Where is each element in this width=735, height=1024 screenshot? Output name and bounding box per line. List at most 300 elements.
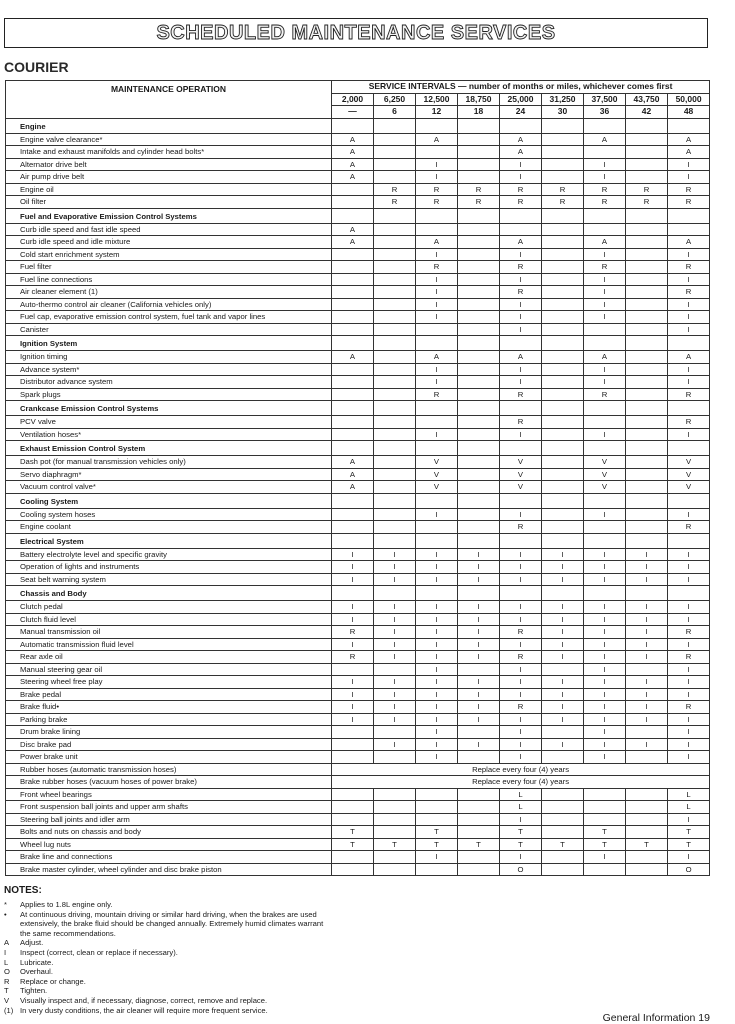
interval-cell: I <box>584 363 626 376</box>
table-row <box>6 801 710 814</box>
interval-cell <box>584 788 626 801</box>
interval-cell <box>626 826 668 839</box>
interval-cell: I <box>500 508 542 521</box>
interval-cell: I <box>332 561 374 574</box>
interval-cell: I <box>500 601 542 614</box>
interval-cell <box>542 851 584 864</box>
interval-cell: V <box>500 468 542 481</box>
interval-cell: I <box>332 638 374 651</box>
empty-cell <box>458 118 500 133</box>
interval-cell: R <box>668 261 710 274</box>
interval-cell <box>416 788 458 801</box>
interval-cell <box>542 298 584 311</box>
operation-cell: Ignition timing <box>6 351 332 364</box>
interval-cell: I <box>500 428 542 441</box>
note-symbol: A <box>4 938 10 948</box>
interval-cell <box>626 363 668 376</box>
table-row <box>6 573 710 586</box>
interval-cell <box>626 248 668 261</box>
operation-cell: Bolts and nuts on chassis and body <box>6 826 332 839</box>
interval-cell: I <box>458 701 500 714</box>
interval-cell: I <box>416 688 458 701</box>
operation-cell: Brake fluid• <box>6 701 332 714</box>
empty-cell <box>374 586 416 601</box>
operation-cell: Fuel filter <box>6 261 332 274</box>
interval-cell: I <box>668 428 710 441</box>
interval-cell <box>332 788 374 801</box>
interval-cell <box>626 223 668 236</box>
interval-cell <box>374 351 416 364</box>
interval-cell: I <box>416 701 458 714</box>
note-item <box>4 958 334 968</box>
operation-cell: Air pump drive belt <box>6 171 332 184</box>
operation-cell: Brake rubber hoses (vacuum hoses of power brake) <box>6 776 332 789</box>
empty-cell <box>500 401 542 416</box>
interval-cell: I <box>542 601 584 614</box>
interval-cell: I <box>500 248 542 261</box>
interval-cell <box>584 416 626 429</box>
empty-cell <box>626 401 668 416</box>
interval-cell <box>542 273 584 286</box>
interval-cell: I <box>668 851 710 864</box>
operation-cell: Operation of lights and instruments <box>6 561 332 574</box>
empty-cell <box>626 533 668 548</box>
interval-cell <box>458 223 500 236</box>
interval-cell <box>626 376 668 389</box>
interval-cell: I <box>374 548 416 561</box>
interval-cell: O <box>668 863 710 876</box>
empty-cell <box>584 441 626 456</box>
interval-cell <box>416 521 458 534</box>
empty-cell <box>332 533 374 548</box>
interval-cell: I <box>458 601 500 614</box>
operation-cell: Ventilation hoses* <box>6 428 332 441</box>
interval-cell: L <box>500 801 542 814</box>
interval-cell: A <box>500 236 542 249</box>
empty-cell <box>416 336 458 351</box>
table-row <box>6 248 710 261</box>
months-cell: 42 <box>626 106 668 119</box>
interval-cell: T <box>416 826 458 839</box>
section-row <box>6 441 710 456</box>
interval-cell: I <box>374 713 416 726</box>
interval-cell: I <box>668 726 710 739</box>
operation-cell: Rear axle oil <box>6 651 332 664</box>
interval-cell <box>332 428 374 441</box>
empty-cell <box>332 208 374 223</box>
note-symbol: • <box>4 909 7 919</box>
interval-cell: T <box>626 838 668 851</box>
interval-cell: I <box>668 298 710 311</box>
note-symbol: O <box>4 967 10 977</box>
empty-cell <box>500 493 542 508</box>
empty-cell <box>416 493 458 508</box>
note-symbol: L <box>4 957 9 967</box>
table-row <box>6 196 710 209</box>
operation-cell: Seat belt warning system <box>6 573 332 586</box>
interval-cell <box>542 261 584 274</box>
note-item <box>4 910 334 939</box>
interval-cell: I <box>500 561 542 574</box>
section-row <box>6 586 710 601</box>
interval-cell: R <box>374 183 416 196</box>
interval-cell: I <box>416 298 458 311</box>
operation-cell: Oil filter <box>6 196 332 209</box>
interval-cell: I <box>584 508 626 521</box>
interval-cell: A <box>668 146 710 159</box>
interval-cell: I <box>626 601 668 614</box>
table-row <box>6 851 710 864</box>
interval-cell: I <box>416 376 458 389</box>
interval-cell <box>626 236 668 249</box>
interval-cell: I <box>542 613 584 626</box>
operation-cell: Distributor advance system <box>6 376 332 389</box>
interval-cell: A <box>332 133 374 146</box>
table-row <box>6 601 710 614</box>
interval-cell: I <box>626 573 668 586</box>
interval-cell: I <box>416 613 458 626</box>
interval-cell <box>458 261 500 274</box>
interval-cell <box>458 826 500 839</box>
interval-cell: I <box>500 663 542 676</box>
interval-cell <box>542 428 584 441</box>
interval-cell <box>668 223 710 236</box>
interval-cell: R <box>500 388 542 401</box>
interval-cell <box>332 298 374 311</box>
section-heading: Cooling System <box>6 493 332 508</box>
empty-cell <box>416 118 458 133</box>
empty-cell <box>332 336 374 351</box>
operation-cell: Brake master cylinder, wheel cylinder and disc brake piston <box>6 863 332 876</box>
interval-cell <box>416 813 458 826</box>
interval-cell: A <box>332 236 374 249</box>
interval-cell: I <box>626 701 668 714</box>
interval-cell: I <box>416 508 458 521</box>
interval-cell: I <box>458 626 500 639</box>
interval-cell <box>374 363 416 376</box>
table-row <box>6 863 710 876</box>
interval-cell: I <box>416 158 458 171</box>
empty-cell <box>542 441 584 456</box>
operation-cell: Front suspension ball joints and upper arm shafts <box>6 801 332 814</box>
note-symbol: I <box>4 947 7 957</box>
interval-cell: I <box>584 311 626 324</box>
interval-cell <box>332 416 374 429</box>
interval-cell: I <box>668 738 710 751</box>
interval-cell: I <box>668 676 710 689</box>
interval-cell: T <box>668 838 710 851</box>
empty-cell <box>668 533 710 548</box>
table-row <box>6 663 710 676</box>
empty-cell <box>458 401 500 416</box>
interval-cell: V <box>668 481 710 494</box>
interval-cell: I <box>416 363 458 376</box>
interval-cell: A <box>584 351 626 364</box>
interval-cell: I <box>416 311 458 324</box>
note-text: Visually inspect and, if necessary, diagnose, correct, remove and replace. <box>20 995 268 1005</box>
interval-cell <box>626 146 668 159</box>
interval-cell <box>584 801 626 814</box>
empty-cell <box>374 401 416 416</box>
operation-cell: Manual steering gear oil <box>6 663 332 676</box>
interval-cell <box>416 323 458 336</box>
interval-cell <box>374 236 416 249</box>
empty-cell <box>458 208 500 223</box>
interval-cell: V <box>416 468 458 481</box>
interval-cell: I <box>584 751 626 764</box>
interval-cell: I <box>332 601 374 614</box>
interval-cell: I <box>458 573 500 586</box>
interval-cell: I <box>668 273 710 286</box>
interval-cell: I <box>500 573 542 586</box>
operation-cell: Air cleaner element (1) <box>6 286 332 299</box>
interval-cell <box>458 146 500 159</box>
interval-cell <box>374 376 416 389</box>
interval-cell: R <box>374 196 416 209</box>
empty-cell <box>668 586 710 601</box>
miles-cell: 31,250 <box>542 93 584 106</box>
miles-cell: 12,500 <box>416 93 458 106</box>
interval-cell: I <box>332 676 374 689</box>
interval-cell: I <box>416 713 458 726</box>
operation-cell: Canister <box>6 323 332 336</box>
interval-cell: A <box>332 158 374 171</box>
empty-cell <box>542 493 584 508</box>
interval-cell <box>374 788 416 801</box>
table-row <box>6 428 710 441</box>
interval-cell: I <box>374 701 416 714</box>
interval-cell: I <box>584 688 626 701</box>
interval-cell <box>416 146 458 159</box>
interval-cell <box>458 468 500 481</box>
section-heading: Ignition System <box>6 336 332 351</box>
interval-cell <box>416 416 458 429</box>
section-heading: Chassis and Body <box>6 586 332 601</box>
table-row <box>6 638 710 651</box>
table-row <box>6 183 710 196</box>
interval-cell <box>458 286 500 299</box>
interval-cell: R <box>668 651 710 664</box>
operation-cell: Engine coolant <box>6 521 332 534</box>
interval-cell: I <box>500 688 542 701</box>
interval-cell: A <box>584 133 626 146</box>
interval-cell: I <box>584 851 626 864</box>
empty-cell <box>542 401 584 416</box>
empty-cell <box>668 401 710 416</box>
interval-cell: R <box>500 286 542 299</box>
interval-cell <box>542 248 584 261</box>
interval-cell <box>332 311 374 324</box>
interval-cell <box>374 751 416 764</box>
interval-cell <box>626 813 668 826</box>
interval-cell: I <box>584 248 626 261</box>
interval-cell: I <box>542 548 584 561</box>
interval-cell <box>626 323 668 336</box>
table-row <box>6 763 710 776</box>
operation-cell: Servo diaphragm* <box>6 468 332 481</box>
page-footer: General Information 19 <box>602 1012 710 1024</box>
operation-cell: Intake and exhaust manifolds and cylinder head bolts* <box>6 146 332 159</box>
interval-cell <box>458 311 500 324</box>
operation-cell: Wheel lug nuts <box>6 838 332 851</box>
interval-cell: I <box>584 638 626 651</box>
empty-cell <box>374 441 416 456</box>
interval-cell <box>332 521 374 534</box>
interval-cell <box>458 508 500 521</box>
interval-cell <box>626 311 668 324</box>
interval-cell: T <box>416 838 458 851</box>
interval-cell <box>542 171 584 184</box>
miles-cell: 25,000 <box>500 93 542 106</box>
section-row <box>6 533 710 548</box>
note-symbol: R <box>4 976 10 986</box>
interval-cell <box>458 388 500 401</box>
note-item <box>4 938 334 948</box>
interval-cell: I <box>500 548 542 561</box>
note-text: Adjust. <box>20 938 44 948</box>
interval-cell: I <box>584 651 626 664</box>
interval-cell <box>374 813 416 826</box>
empty-cell <box>626 586 668 601</box>
operation-cell: Cold start enrichment system <box>6 248 332 261</box>
table-row <box>6 508 710 521</box>
interval-cell: T <box>500 838 542 851</box>
interval-cell <box>332 183 374 196</box>
interval-cell: I <box>542 561 584 574</box>
interval-cell: R <box>584 261 626 274</box>
interval-cell <box>542 456 584 469</box>
note-text: Applies to 1.8L engine only. <box>20 900 113 909</box>
interval-cell: I <box>584 713 626 726</box>
interval-cell: I <box>458 738 500 751</box>
interval-cell: I <box>668 573 710 586</box>
empty-cell <box>416 441 458 456</box>
interval-cell <box>542 363 584 376</box>
operation-cell: Brake line and connections <box>6 851 332 864</box>
table-row <box>6 751 710 764</box>
table-row <box>6 651 710 664</box>
interval-cell: I <box>500 851 542 864</box>
interval-cell <box>584 521 626 534</box>
interval-cell: I <box>416 286 458 299</box>
operation-cell: Drum brake lining <box>6 726 332 739</box>
interval-cell: L <box>500 788 542 801</box>
interval-cell <box>626 468 668 481</box>
interval-cell <box>584 146 626 159</box>
interval-cell <box>458 456 500 469</box>
interval-cell: I <box>416 548 458 561</box>
operation-cell: Automatic transmission fluid level <box>6 638 332 651</box>
interval-cell: I <box>374 738 416 751</box>
interval-cell <box>332 751 374 764</box>
interval-cell <box>332 376 374 389</box>
operation-cell: Parking brake <box>6 713 332 726</box>
miles-cell: 37,500 <box>584 93 626 106</box>
interval-cell <box>458 726 500 739</box>
interval-cell: I <box>668 713 710 726</box>
empty-cell <box>584 336 626 351</box>
operation-cell: Front wheel bearings <box>6 788 332 801</box>
interval-cell <box>626 481 668 494</box>
interval-cell: V <box>500 456 542 469</box>
interval-cell: R <box>500 183 542 196</box>
table-row <box>6 388 710 401</box>
interval-cell: I <box>500 171 542 184</box>
section-row <box>6 336 710 351</box>
interval-cell: A <box>500 146 542 159</box>
interval-cell: L <box>668 801 710 814</box>
interval-cell <box>542 323 584 336</box>
interval-cell <box>626 298 668 311</box>
empty-cell <box>542 533 584 548</box>
interval-cell <box>374 863 416 876</box>
note-text: At continuous driving, mountain driving or similar hard driving, when the brakes are used extensively, the brake fluid should be changed annually. Extremely humid climates warrant the same recommendations. <box>20 909 324 938</box>
table-row <box>6 171 710 184</box>
empty-cell <box>668 208 710 223</box>
page-title: SCHEDULED MAINTENANCE SERVICES <box>156 21 556 44</box>
table-row <box>6 416 710 429</box>
interval-cell: R <box>416 388 458 401</box>
table-row <box>6 286 710 299</box>
interval-cell <box>332 388 374 401</box>
section-row <box>6 493 710 508</box>
operation-cell: Engine valve clearance* <box>6 133 332 146</box>
interval-cell: R <box>542 196 584 209</box>
interval-cell: I <box>584 573 626 586</box>
interval-cell <box>542 311 584 324</box>
empty-cell <box>416 401 458 416</box>
interval-cell <box>626 508 668 521</box>
interval-cell <box>416 863 458 876</box>
interval-cell <box>458 236 500 249</box>
interval-cell: R <box>668 701 710 714</box>
interval-cell <box>542 826 584 839</box>
empty-cell <box>416 533 458 548</box>
interval-cell: I <box>668 813 710 826</box>
interval-cell: I <box>584 561 626 574</box>
interval-cell: I <box>458 688 500 701</box>
interval-cell <box>374 726 416 739</box>
note-item <box>4 986 334 996</box>
table-row <box>6 626 710 639</box>
interval-cell: T <box>332 826 374 839</box>
months-cell: 36 <box>584 106 626 119</box>
empty-cell <box>332 586 374 601</box>
interval-cell <box>458 481 500 494</box>
empty-cell <box>584 401 626 416</box>
interval-cell <box>584 323 626 336</box>
table-row <box>6 726 710 739</box>
note-text: Tighten. <box>20 986 48 996</box>
interval-cell <box>500 223 542 236</box>
operation-cell: Battery electrolyte level and specific gravity <box>6 548 332 561</box>
interval-cell <box>374 273 416 286</box>
empty-cell <box>500 533 542 548</box>
miles-cell: 50,000 <box>668 93 710 106</box>
interval-cell: I <box>500 676 542 689</box>
interval-cell <box>542 788 584 801</box>
interval-cell: I <box>416 601 458 614</box>
interval-cell: T <box>458 838 500 851</box>
interval-cell: I <box>584 158 626 171</box>
interval-cell <box>332 738 374 751</box>
table-row <box>6 838 710 851</box>
note-item <box>4 900 334 910</box>
interval-cell: I <box>542 713 584 726</box>
table-row <box>6 548 710 561</box>
empty-cell <box>542 208 584 223</box>
interval-cell <box>542 663 584 676</box>
